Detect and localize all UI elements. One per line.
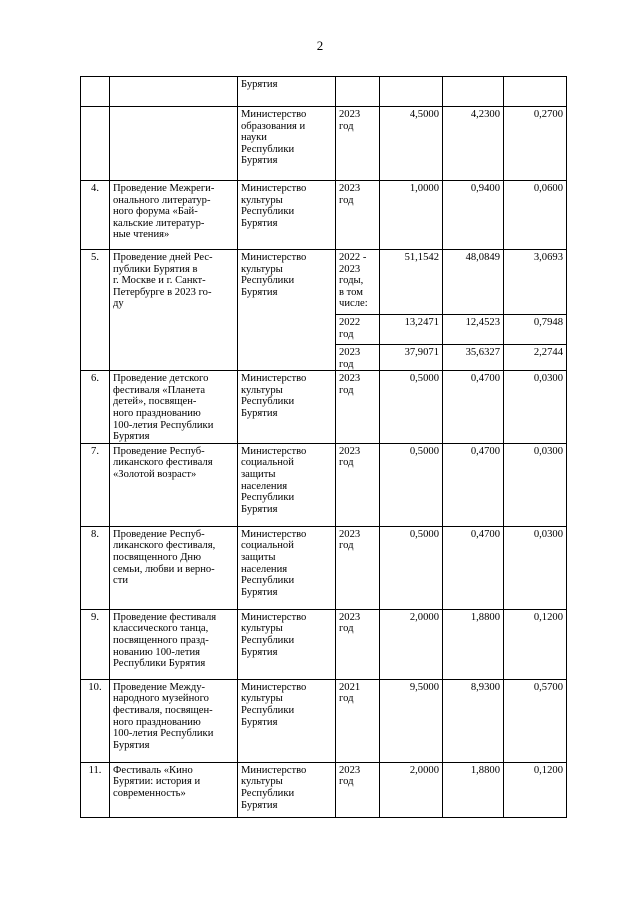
table-row — [81, 443, 567, 526]
amount-main: 35,6327 — [443, 345, 504, 371]
table-row — [81, 526, 567, 609]
event-title: Проведение детского фестиваля «Планета детей», посвящен- ного празднованию 100-летия Республики Бурятия — [110, 371, 238, 444]
row-number — [81, 107, 110, 181]
period: 2023 год — [336, 526, 380, 609]
amount-total: 0,5000 — [380, 526, 443, 609]
period: 2023 год — [336, 371, 380, 444]
period: 2023 год — [336, 443, 380, 526]
ministry: Бурятия — [238, 77, 336, 107]
row-number: 9. — [81, 609, 110, 679]
amount-cofinance: 0,0600 — [504, 181, 567, 250]
amount-total: 13,2471 — [380, 315, 443, 345]
amount-main: 8,9300 — [443, 679, 504, 762]
amount-total: 1,0000 — [380, 181, 443, 250]
amount-cofinance: 0,0300 — [504, 371, 567, 444]
amount-main: 48,0849 — [443, 250, 504, 315]
event-title: Проведение Межреги- онального литератур- ного форума «Бай- кальские литератур- ные чтения» — [110, 181, 238, 250]
row-number — [81, 77, 110, 107]
amount-total: 37,9071 — [380, 345, 443, 371]
amount-total: 2,0000 — [380, 762, 443, 817]
row-number: 5. — [81, 250, 110, 371]
amount-cofinance: 0,1200 — [504, 762, 567, 817]
table-row — [81, 679, 567, 762]
period: 2021 год — [336, 679, 380, 762]
row-number: 4. — [81, 181, 110, 250]
amount-cofinance: 2,2744 — [504, 345, 567, 371]
event-title: Фестиваль «Кино Бурятии: история и современность» — [110, 762, 238, 817]
ministry: Министерство культуры Республики Бурятия — [238, 609, 336, 679]
row-number: 10. — [81, 679, 110, 762]
amount-main: 4,2300 — [443, 107, 504, 181]
amount-cofinance: 0,5700 — [504, 679, 567, 762]
amount-cofinance: 0,2700 — [504, 107, 567, 181]
amount-main: 1,8800 — [443, 609, 504, 679]
amount-total — [380, 77, 443, 107]
amount-total: 2,0000 — [380, 609, 443, 679]
amount-total: 4,5000 — [380, 107, 443, 181]
ministry: Министерство социальной защиты населения Республики Бурятия — [238, 443, 336, 526]
table-row — [81, 77, 567, 107]
event-title: Проведение фестиваля классического танца, посвященного празд- нованию 100-летия Республики Бурятия — [110, 609, 238, 679]
row-number: 8. — [81, 526, 110, 609]
ministry: Министерство социальной защиты населения Республики Бурятия — [238, 526, 336, 609]
amount-cofinance: 3,0693 — [504, 250, 567, 315]
row-number: 11. — [81, 762, 110, 817]
amount-total: 51,1542 — [380, 250, 443, 315]
amount-cofinance: 0,0300 — [504, 526, 567, 609]
period: 2022 год — [336, 315, 380, 345]
period: 2023 год — [336, 345, 380, 371]
table-row — [81, 107, 567, 181]
amount-total: 9,5000 — [380, 679, 443, 762]
row-number: 6. — [81, 371, 110, 444]
amount-cofinance: 0,1200 — [504, 609, 567, 679]
table-row — [81, 609, 567, 679]
ministry: Министерство культуры Республики Бурятия — [238, 679, 336, 762]
period: 2023 год — [336, 107, 380, 181]
row-number: 7. — [81, 443, 110, 526]
event-title: Проведение Респуб- ликанского фестиваля, посвященного Дню семьи, любви и верно- сти — [110, 526, 238, 609]
period — [336, 77, 380, 107]
event-title — [110, 77, 238, 107]
amount-main: 1,8800 — [443, 762, 504, 817]
table-row — [81, 250, 567, 315]
table-body — [81, 77, 567, 818]
page-number: 2 — [316, 38, 324, 53]
amount-cofinance — [504, 77, 567, 107]
period: 2023 год — [336, 762, 380, 817]
amount-cofinance: 0,0300 — [504, 443, 567, 526]
amount-main — [443, 77, 504, 107]
period: 2023 год — [336, 609, 380, 679]
amount-main: 0,9400 — [443, 181, 504, 250]
event-title: Проведение Респуб- ликанского фестиваля «Золотой возраст» — [110, 443, 238, 526]
amount-total: 0,5000 — [380, 371, 443, 444]
amount-main: 12,4523 — [443, 315, 504, 345]
budget-table — [80, 76, 567, 818]
ministry: Министерство культуры Республики Бурятия — [238, 181, 336, 250]
ministry: Министерство культуры Республики Бурятия — [238, 371, 336, 444]
table-row — [81, 762, 567, 817]
ministry: Министерство культуры Республики Бурятия — [238, 250, 336, 371]
period: 2023 год — [336, 181, 380, 250]
period: 2022 - 2023 годы, в том числе: — [336, 250, 380, 315]
amount-main: 0,4700 — [443, 371, 504, 444]
event-title — [110, 107, 238, 181]
ministry: Министерство образования и науки Республики Бурятия — [238, 107, 336, 181]
amount-cofinance: 0,7948 — [504, 315, 567, 345]
table-row — [81, 181, 567, 250]
ministry: Министерство культуры Республики Бурятия — [238, 762, 336, 817]
amount-main: 0,4700 — [443, 443, 504, 526]
event-title: Проведение Между- народного музейного фестиваля, посвящен- ного празднованию 100-летия Республики Бурятия — [110, 679, 238, 762]
table-row — [81, 371, 567, 444]
event-title: Проведение дней Рес- публики Бурятия в г. Москве и г. Санкт- Петербурге в 2023 го- ду — [110, 250, 238, 371]
amount-main: 0,4700 — [443, 526, 504, 609]
amount-total: 0,5000 — [380, 443, 443, 526]
